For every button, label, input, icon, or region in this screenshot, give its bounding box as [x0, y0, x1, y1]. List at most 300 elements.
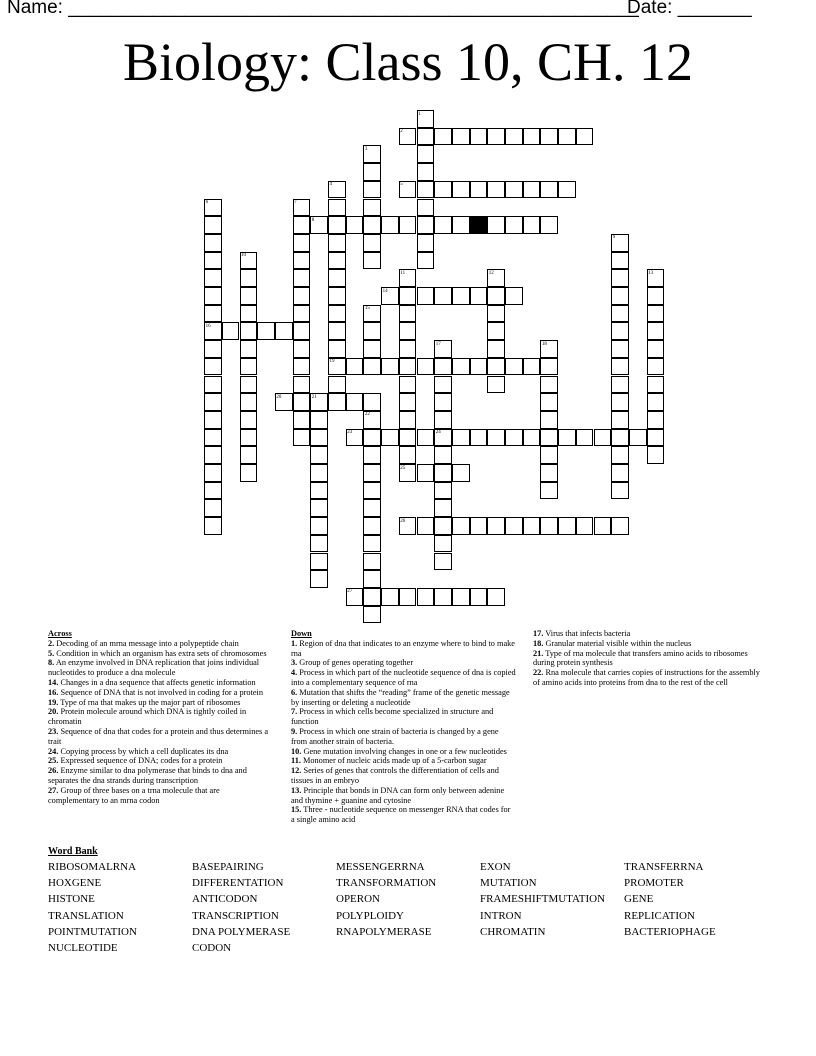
crossword-cell[interactable]	[310, 535, 328, 553]
crossword-cell[interactable]	[363, 553, 381, 571]
crossword-cell[interactable]	[523, 429, 541, 447]
crossword-cell[interactable]	[540, 393, 558, 411]
crossword-cell[interactable]	[487, 322, 505, 340]
crossword-cell[interactable]	[647, 429, 665, 447]
crossword-cell[interactable]	[487, 181, 505, 199]
clue-number: 24	[435, 430, 441, 436]
crossword-cell[interactable]	[204, 216, 222, 234]
crossword-cell[interactable]	[487, 376, 505, 394]
crossword-cell[interactable]	[523, 517, 541, 535]
crossword-cell[interactable]	[293, 216, 311, 234]
crossword-cell[interactable]	[470, 588, 488, 606]
crossword-cell[interactable]	[452, 358, 470, 376]
crossword-cell[interactable]	[611, 376, 629, 394]
clue-item-number: 9.	[291, 726, 298, 736]
crossword-cell[interactable]	[594, 517, 612, 535]
crossword-cell[interactable]	[523, 181, 541, 199]
clue-item-text: Copying process by which a cell duplicates its dna	[58, 746, 229, 756]
clue-item-text: Granular material visible within the nucleus	[543, 638, 692, 648]
crossword-cell[interactable]	[363, 181, 381, 199]
crossword-cell[interactable]	[505, 216, 523, 234]
crossword-cell[interactable]	[293, 393, 311, 411]
word-bank-item: TRANSLATION	[48, 909, 124, 922]
crossword-cell[interactable]	[434, 411, 452, 429]
crossword-cell[interactable]	[240, 376, 258, 394]
word-bank-item: BASEPAIRING	[192, 861, 264, 873]
crossword-cell[interactable]	[204, 358, 222, 376]
crossword-cell[interactable]	[222, 322, 240, 340]
crossword-cell[interactable]	[204, 393, 222, 411]
crossword-cell[interactable]	[346, 216, 364, 234]
crossword-cell[interactable]	[204, 499, 222, 517]
crossword-cell[interactable]	[611, 446, 629, 464]
crossword-cell[interactable]	[328, 287, 346, 305]
clue-number: 8	[311, 217, 315, 223]
crossword-cell[interactable]	[452, 588, 470, 606]
crossword-cell[interactable]	[452, 216, 470, 234]
clue-item-number: 24.	[48, 746, 59, 756]
clue-item-text: Expressed sequence of DNA; codes for a protein	[58, 756, 223, 766]
crossword-cell[interactable]	[417, 252, 435, 270]
crossword-cell[interactable]	[452, 287, 470, 305]
clue-item-text: Region of dna that indicates to an enzyme where to bind to make rna	[291, 638, 515, 658]
crossword-cell[interactable]	[204, 446, 222, 464]
crossword-cell[interactable]	[293, 340, 311, 358]
crossword-cell[interactable]	[417, 464, 435, 482]
crossword-cell[interactable]	[487, 287, 505, 305]
crossword-cell[interactable]	[434, 464, 452, 482]
crossword-cell[interactable]	[434, 517, 452, 535]
crossword-cell[interactable]	[240, 393, 258, 411]
clue-item	[291, 658, 516, 668]
crossword-cell[interactable]	[434, 482, 452, 500]
crossword-cell[interactable]	[328, 234, 346, 252]
crossword-cell[interactable]	[363, 588, 381, 606]
clue-item-number: 12.	[291, 766, 302, 776]
crossword-cell[interactable]	[399, 322, 417, 340]
crossword-cell[interactable]	[240, 411, 258, 429]
clue-item-number: 5.	[48, 648, 55, 658]
clue-item-text: Three - nucleotide sequence on messenger RNA that codes for a single amino acid	[291, 805, 511, 825]
crossword-cell[interactable]	[399, 340, 417, 358]
word-bank-item: CHROMATIN	[480, 925, 546, 938]
clue-item-number: 3.	[291, 658, 298, 668]
crossword-cell[interactable]	[647, 411, 665, 429]
crossword-cell[interactable]	[487, 216, 505, 234]
clue-item-text: Sequence of DNA that is not involved in coding for a protein	[58, 687, 263, 697]
crossword-cell[interactable]	[611, 269, 629, 287]
word-bank-item: ANTICODON	[192, 893, 258, 906]
clue-item	[48, 678, 273, 688]
crossword-cell[interactable]	[204, 252, 222, 270]
crossword-cell[interactable]	[204, 517, 222, 535]
crossword-cell[interactable]	[293, 234, 311, 252]
crossword-cell[interactable]	[363, 252, 381, 270]
crossword-cell[interactable]	[434, 376, 452, 394]
crossword-cell[interactable]	[293, 322, 311, 340]
crossword-cell[interactable]	[647, 446, 665, 464]
crossword-cell[interactable]	[647, 340, 665, 358]
crossword-cell[interactable]	[611, 411, 629, 429]
crossword-cell[interactable]	[540, 181, 558, 199]
crossword-cell[interactable]	[328, 376, 346, 394]
crossword-cell[interactable]	[417, 234, 435, 252]
crossword-cell[interactable]	[505, 181, 523, 199]
crossword-cell[interactable]	[204, 464, 222, 482]
clue-number: 17	[435, 341, 441, 347]
crossword-cell[interactable]	[381, 429, 399, 447]
clue-item-text: Group of three bases on a trna molecule that are complementary to an mrna codon	[48, 785, 220, 805]
crossword-cell[interactable]	[293, 287, 311, 305]
crossword-cell[interactable]	[434, 393, 452, 411]
crossword-cell[interactable]	[204, 376, 222, 394]
crossword-cell[interactable]	[328, 305, 346, 323]
crossword-cell[interactable]	[576, 128, 594, 146]
clue-item-number: 14.	[48, 677, 59, 687]
crossword-cell[interactable]	[470, 287, 488, 305]
word-bank-item: RIBOSOMALRNA	[48, 861, 137, 873]
crossword-cell[interactable]	[611, 322, 629, 340]
crossword-cell[interactable]	[328, 340, 346, 358]
crossword-cell[interactable]	[399, 376, 417, 394]
crossword-cell[interactable]	[417, 163, 435, 181]
clue-number: 7	[294, 200, 297, 205]
crossword-cell[interactable]	[540, 429, 558, 447]
clue-item-number: 19.	[48, 697, 59, 707]
crossword-cell[interactable]	[363, 606, 381, 624]
crossword-cell[interactable]	[240, 269, 258, 287]
crossword-cell[interactable]	[240, 322, 258, 340]
crossword-cell[interactable]	[487, 340, 505, 358]
crossword-cell[interactable]	[417, 145, 435, 163]
clue-item	[48, 639, 273, 649]
clue-item-text: Protein molecule around which DNA is tightly coiled in chromatin	[48, 707, 247, 727]
clue-item	[48, 727, 273, 747]
crossword-cell[interactable]	[452, 181, 470, 199]
crossword-cell[interactable]	[240, 287, 258, 305]
clue-number: 27	[347, 589, 353, 595]
crossword-cell[interactable]	[293, 252, 311, 270]
crossword-cell[interactable]	[204, 411, 222, 429]
word-bank-item: HOXGENE	[48, 877, 102, 890]
crossword-cell[interactable]	[576, 429, 594, 447]
crossword-cell[interactable]	[293, 269, 311, 287]
crossword-cell[interactable]	[434, 553, 452, 571]
crossword-cell[interactable]	[523, 358, 541, 376]
crossword-cell[interactable]	[611, 340, 629, 358]
clue-item-number: 18.	[533, 638, 544, 648]
crossword-cell[interactable]	[363, 199, 381, 217]
clue-item	[48, 786, 273, 806]
crossword-cell[interactable]	[540, 376, 558, 394]
clue-item-text: Process in which part of the nucleotide sequence of dna is copied into a complementary sequence of rna	[291, 668, 516, 687]
clue-item-text: Rna molecule that carries copies of instructions for the assembly of amino acids into proteins from dna to the rest of the cell	[533, 668, 760, 687]
crossword-cell[interactable]	[540, 128, 558, 146]
crossword-cell[interactable]	[328, 269, 346, 287]
crossword-cell[interactable]	[470, 128, 488, 146]
crossword-cell[interactable]	[576, 517, 594, 535]
crossword-cell[interactable]	[328, 252, 346, 270]
crossword-cell[interactable]	[647, 322, 665, 340]
crossword-cell[interactable]	[470, 358, 488, 376]
clue-item-number: 2.	[48, 638, 55, 648]
crossword-cell[interactable]	[505, 517, 523, 535]
crossword-cell[interactable]	[328, 199, 346, 217]
crossword-cell[interactable]	[540, 216, 558, 234]
down-clues	[291, 629, 516, 825]
crossword-cell[interactable]	[204, 287, 222, 305]
clue-item	[533, 629, 765, 639]
clue-number: 6	[205, 200, 209, 205]
crossword-cell[interactable]	[487, 588, 505, 606]
crossword-cell[interactable]	[647, 305, 665, 323]
crossword-cell[interactable]	[417, 199, 435, 217]
clue-item-number: 10.	[291, 746, 302, 756]
crossword-cell[interactable]	[558, 128, 576, 146]
across-heading: Across	[48, 629, 72, 638]
crossword-cell[interactable]	[328, 393, 346, 411]
crossword-cell[interactable]	[293, 305, 311, 323]
crossword-cell[interactable]	[505, 128, 523, 146]
crossword-cell[interactable]	[363, 358, 381, 376]
crossword-cell[interactable]	[434, 499, 452, 517]
crossword-cell[interactable]	[452, 429, 470, 447]
clue-item-text: Monomer of nucleic acids made up of a 5-carbon sugar	[300, 756, 487, 766]
clue-item	[533, 649, 765, 669]
crossword-cell[interactable]	[540, 446, 558, 464]
crossword-cell[interactable]	[293, 376, 311, 394]
crossword-cell[interactable]	[293, 358, 311, 376]
crossword-cell[interactable]	[363, 340, 381, 358]
crossword-cell[interactable]	[558, 181, 576, 199]
crossword-cell[interactable]	[611, 287, 629, 305]
crossword-cell[interactable]	[328, 216, 346, 234]
crossword-cell[interactable]	[417, 517, 435, 535]
word-bank-item: INTRON	[480, 909, 522, 922]
crossword-cell[interactable]	[399, 446, 417, 464]
crossword-cell[interactable]	[558, 517, 576, 535]
clue-number: 21	[311, 394, 317, 400]
crossword-cell[interactable]	[434, 181, 452, 199]
crossword-cell[interactable]	[310, 517, 328, 535]
crossword-cell[interactable]	[647, 287, 665, 305]
crossword-cell[interactable]	[505, 429, 523, 447]
crossword-cell[interactable]	[363, 499, 381, 517]
crossword-cell[interactable]	[310, 464, 328, 482]
crossword-cell[interactable]	[434, 216, 452, 234]
crossword-cell[interactable]	[363, 482, 381, 500]
crossword-cell[interactable]	[310, 429, 328, 447]
crossword-cell[interactable]	[452, 464, 470, 482]
crossword-cell[interactable]	[540, 411, 558, 429]
crossword-cell[interactable]	[540, 482, 558, 500]
crossword-cell[interactable]	[540, 517, 558, 535]
crossword-cell[interactable]	[487, 128, 505, 146]
crossword-cell[interactable]	[505, 358, 523, 376]
crossword-cell[interactable]	[381, 588, 399, 606]
clue-number: 12	[488, 270, 494, 276]
crossword-cell[interactable]	[363, 322, 381, 340]
word-bank-item: TRANSFORMATION	[336, 877, 437, 890]
crossword-cell[interactable]	[611, 517, 629, 535]
crossword-cell[interactable]	[452, 517, 470, 535]
crossword-cell[interactable]	[363, 517, 381, 535]
clue-item	[48, 698, 273, 708]
crossword-cell[interactable]	[363, 464, 381, 482]
crossword-cell[interactable]	[647, 393, 665, 411]
crossword-cell[interactable]	[240, 446, 258, 464]
clue-item	[291, 668, 516, 688]
word-bank-item: CODON	[192, 942, 232, 954]
crossword-cell[interactable]	[381, 358, 399, 376]
crossword-cell[interactable]	[611, 358, 629, 376]
crossword-cell[interactable]	[417, 429, 435, 447]
crossword-cell[interactable]	[594, 429, 612, 447]
crossword-cell[interactable]	[363, 393, 381, 411]
word-bank-heading: Word Bank	[48, 846, 98, 857]
crossword-cell[interactable]	[434, 358, 452, 376]
crossword-cell[interactable]	[417, 358, 435, 376]
crossword-cell[interactable]	[328, 322, 346, 340]
crossword-cell[interactable]	[434, 535, 452, 553]
word-bank-item: TRANSFERRNA	[624, 861, 704, 873]
crossword-cell[interactable]	[417, 287, 435, 305]
crossword-cell[interactable]	[204, 305, 222, 323]
clue-number: 13	[648, 270, 654, 276]
crossword-cell[interactable]	[470, 429, 488, 447]
word-bank-item: RNAPOLYMERASE	[336, 925, 432, 938]
crossword-cell[interactable]	[399, 411, 417, 429]
crossword-cell[interactable]	[417, 588, 435, 606]
clue-number: 11	[400, 270, 406, 276]
crossword-cell[interactable]	[399, 588, 417, 606]
word-bank-item: DIFFERENTATION	[192, 877, 284, 890]
crossword-cell[interactable]	[417, 128, 435, 146]
crossword-cell[interactable]	[611, 429, 629, 447]
crossword-cell[interactable]	[399, 305, 417, 323]
crossword-cell[interactable]	[487, 358, 505, 376]
crossword-cell[interactable]	[310, 570, 328, 588]
crossword-cell[interactable]	[399, 393, 417, 411]
crossword-cell[interactable]	[310, 411, 328, 429]
crossword-cell[interactable]	[363, 163, 381, 181]
crossword-cell[interactable]	[452, 128, 470, 146]
word-bank-item: DNA POLYMERASE	[192, 925, 291, 938]
clue-item-text: Condition in which an organism has extra sets of chromosomes	[54, 648, 267, 658]
crossword-cell[interactable]	[417, 181, 435, 199]
crossword-cell[interactable]	[399, 358, 417, 376]
crossword-cell[interactable]	[310, 499, 328, 517]
crossword-cell[interactable]	[611, 464, 629, 482]
crossword-cell[interactable]	[204, 482, 222, 500]
word-bank-item: EXON	[480, 861, 511, 873]
crossword-cell[interactable]	[363, 535, 381, 553]
crossword-cell[interactable]	[204, 429, 222, 447]
clue-item-text: Type of rna molecule that transfers amino acids to ribosomes during protein synthesis	[533, 648, 748, 668]
crossword-cell[interactable]	[470, 517, 488, 535]
crossword-cell[interactable]	[523, 128, 541, 146]
crossword-cell[interactable]	[310, 446, 328, 464]
crossword-cell[interactable]	[310, 553, 328, 571]
clue-number: 20	[276, 394, 282, 400]
crossword-cell[interactable]	[487, 429, 505, 447]
clue-number: 26	[400, 518, 406, 524]
clue-item-number: 15.	[291, 805, 302, 815]
crossword-cell[interactable]	[204, 340, 222, 358]
crossword-cell[interactable]	[204, 234, 222, 252]
crossword-cell[interactable]	[487, 517, 505, 535]
crossword-cell[interactable]	[399, 429, 417, 447]
crossword-cell[interactable]	[434, 128, 452, 146]
crossword-cell[interactable]	[363, 429, 381, 447]
crossword-cell[interactable]	[257, 322, 275, 340]
clue-number: 16	[205, 323, 211, 329]
crossword-cell[interactable]	[399, 216, 417, 234]
crossword-cell[interactable]	[434, 588, 452, 606]
crossword-cell[interactable]	[611, 252, 629, 270]
crossword-cell[interactable]	[346, 393, 364, 411]
crossword-cell[interactable]	[647, 358, 665, 376]
crossword-cell[interactable]	[363, 234, 381, 252]
clue-number: 10	[241, 253, 246, 259]
crossword-cell[interactable]	[523, 216, 541, 234]
crossword-cell[interactable]	[629, 429, 647, 447]
crossword-cell[interactable]	[558, 429, 576, 447]
clue-item	[291, 756, 516, 766]
crossword-cell[interactable]	[346, 358, 364, 376]
clue-item	[291, 766, 516, 786]
crossword-cell[interactable]	[540, 358, 558, 376]
clue-item	[48, 658, 273, 678]
crossword-cell[interactable]	[470, 181, 488, 199]
clue-item-text: Gene mutation involving changes in one or a few nucleotides	[301, 746, 507, 756]
crossword-cell[interactable]	[240, 429, 258, 447]
word-bank-item: POLYPLOIDY	[336, 909, 404, 922]
clue-number: 14	[382, 288, 388, 294]
crossword-cell[interactable]	[399, 287, 417, 305]
crossword-cell[interactable]	[417, 216, 435, 234]
crossword-cell[interactable]	[310, 482, 328, 500]
crossword-cell[interactable]	[505, 287, 523, 305]
crossword-cell[interactable]	[204, 269, 222, 287]
clue-item-text: An enzyme involved in DNA replication that joins individual nucleotides to produce a dna molecule	[48, 658, 260, 678]
crossword-cell[interactable]	[611, 482, 629, 500]
crossword-cell[interactable]	[275, 322, 293, 340]
crossword-cell[interactable]	[434, 287, 452, 305]
crossword-cell[interactable]	[647, 376, 665, 394]
crossword-cell[interactable]	[487, 305, 505, 323]
crossword-cell[interactable]	[363, 570, 381, 588]
clue-item	[291, 747, 516, 757]
crossword-cell[interactable]	[363, 216, 381, 234]
crossword-cell[interactable]	[611, 305, 629, 323]
crossword-cell[interactable]	[240, 464, 258, 482]
crossword-cell[interactable]	[240, 340, 258, 358]
crossword-cell[interactable]	[611, 393, 629, 411]
crossword-cell[interactable]	[293, 411, 311, 429]
clue-item-text: Mutation that shifts the “reading” frame of the genetic message by inserting or deleting a nucleotide	[291, 687, 510, 707]
crossword-cell[interactable]	[540, 464, 558, 482]
clue-item-number: 7.	[291, 707, 298, 717]
clue-item	[48, 688, 273, 698]
crossword-cell[interactable]	[293, 429, 311, 447]
crossword-cell[interactable]	[240, 305, 258, 323]
crossword-cell[interactable]	[363, 446, 381, 464]
clue-item-number: 1.	[291, 638, 298, 648]
crossword-cell[interactable]	[240, 358, 258, 376]
crossword-cell[interactable]	[434, 446, 452, 464]
crossword-cell[interactable]	[381, 216, 399, 234]
